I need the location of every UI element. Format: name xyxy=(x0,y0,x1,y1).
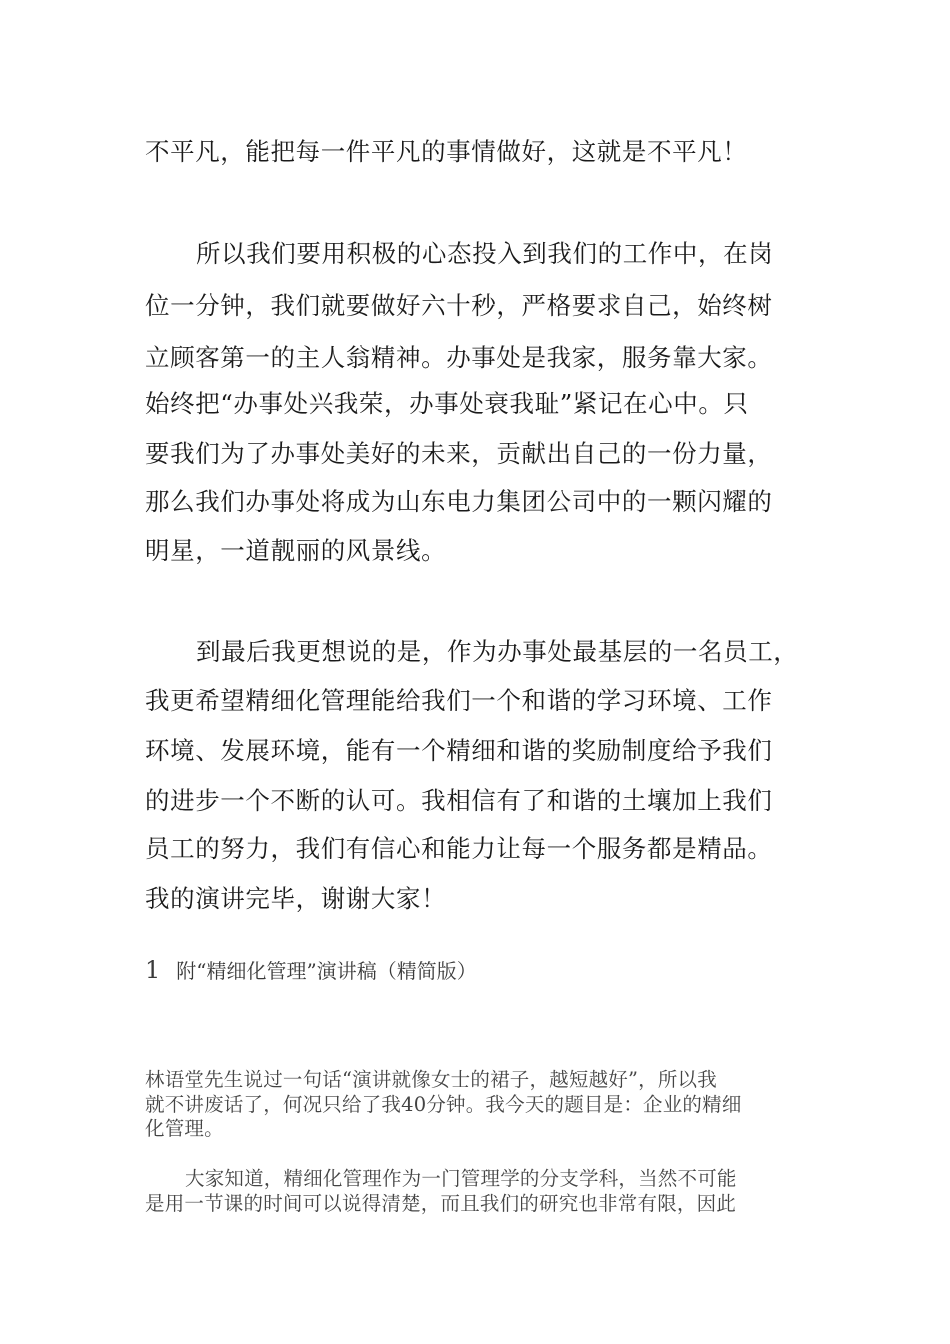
paragraph-line: 所以我们要用积极的心态投入到我们的工作中，在岗 xyxy=(196,239,774,268)
paragraph-line: 我的演讲完毕，谢谢大家！ xyxy=(145,884,447,913)
paragraph-line: 是用一节课的时间可以说得清楚，而且我们的研究也非常有限，因此 xyxy=(145,1192,737,1215)
paragraph-line: 的进步一个不断的认可。我相信有了和谐的土壤加上我们 xyxy=(145,786,773,815)
section-number: 1 xyxy=(145,956,161,984)
section-title: 附“精细化管理”演讲稿（精简版） xyxy=(176,959,477,983)
paragraph-line: 要我们为了办事处美好的未来，贡献出自己的一份力量， xyxy=(145,439,773,468)
paragraph-line: 环境、发展环境，能有一个精细和谐的奖励制度给予我们 xyxy=(145,736,773,765)
paragraph-line: 位一分钟，我们就要做好六十秒，严格要求自己，始终树 xyxy=(145,291,773,320)
paragraph-line: 林语堂先生说过一句话“演讲就像女士的裙子，越短越好”，所以我 xyxy=(145,1068,717,1091)
paragraph-line: 我更希望精细化管理能给我们一个和谐的学习环境、工作 xyxy=(145,686,773,715)
paragraph-line: 始终把“办事处兴我荣，办事处衰我耻”紧记在心中。只 xyxy=(145,389,749,418)
paragraph-line: 那么我们办事处将成为山东电力集团公司中的一颗闪耀的 xyxy=(145,487,773,516)
paragraph-line: 化管理。 xyxy=(145,1117,224,1140)
paragraph-line: 立顾客第一的主人翁精神。办事处是我家，服务靠大家。 xyxy=(145,343,773,372)
paragraph-line: 到最后我更想说的是，作为办事处最基层的一名员工， xyxy=(196,637,799,666)
section-heading xyxy=(145,955,477,984)
paragraph-line: 员工的努力，我们有信心和能力让每一个服务都是精品。 xyxy=(145,834,773,863)
paragraph-line: 明星，一道靓丽的风景线。 xyxy=(145,536,447,565)
paragraph-line: 大家知道，精细化管理作为一门管理学的分支学科，当然不可能 xyxy=(185,1167,737,1190)
paragraph-line: 不平凡，能把每一件平凡的事情做好，这就是不平凡！ xyxy=(145,137,748,166)
paragraph-line: 就不讲废话了，何况只给了我40分钟。我今天的题目是：企业的精细 xyxy=(145,1093,742,1116)
